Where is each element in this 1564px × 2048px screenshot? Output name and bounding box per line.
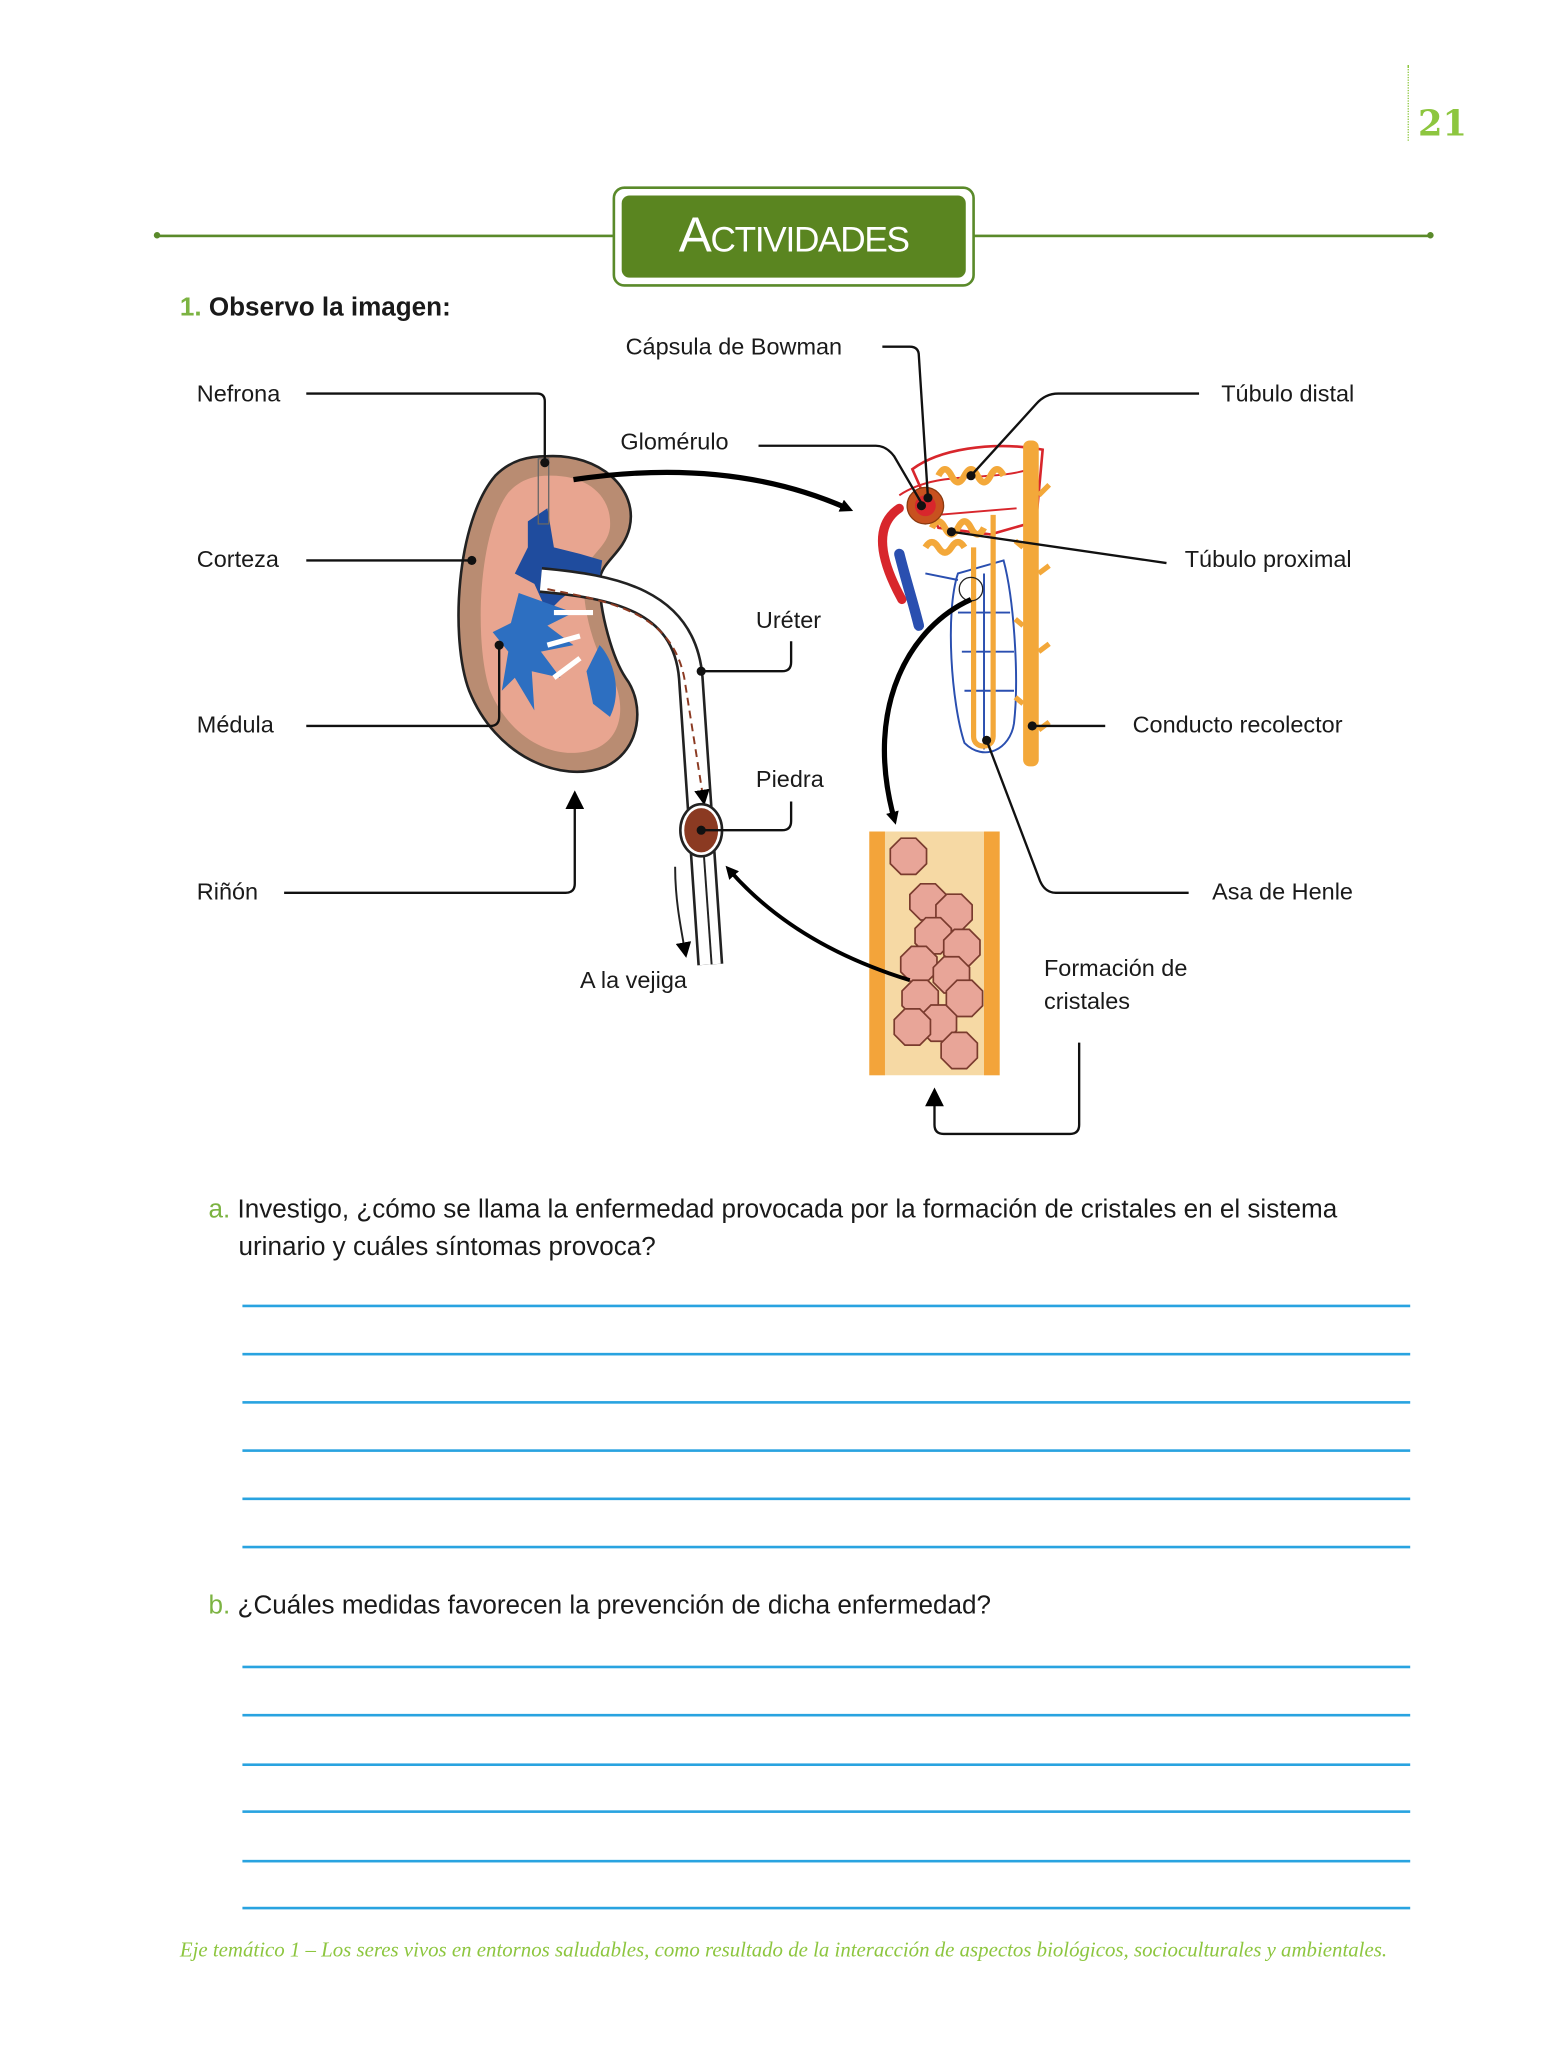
label-tubulo-distal: Túbulo distal (1221, 380, 1355, 407)
question-text: Investigo, ¿cómo se llama la enfermedad provocada por la formación de cristales en el sistema (237, 1195, 1338, 1224)
label-asa-henle: Asa de Henle (1212, 878, 1353, 905)
label-conducto-recolector: Conducto recolector (1132, 711, 1343, 738)
answer-line-b[interactable] (242, 1714, 1410, 1717)
question-text: ¿Cuáles medidas favorecen la prevención de dicha enfermedad? (237, 1591, 992, 1621)
arrow-nephron-to-crystals (884, 600, 971, 819)
label-tubulo-proximal: Túbulo proximal (1184, 546, 1352, 573)
question-a-line2: urinario y cuáles síntomas provoca? (238, 1232, 656, 1262)
label-capsula-bowman: Cápsula de Bowman (625, 333, 843, 360)
label-formacion-cristales-1: Formación de (1043, 955, 1188, 982)
answer-line-a[interactable] (242, 1498, 1410, 1501)
footer-theme: Eje temático 1 – Los seres vivos en entornos saludables, como resultado de la interacción de aspectos biológicos, socioculturales y ambientales. (179, 1939, 1388, 1962)
answer-line-a[interactable] (242, 1546, 1410, 1549)
question-a (209, 1194, 1338, 1225)
crystal (894, 1009, 930, 1045)
label-nefrona: Nefrona (196, 380, 281, 407)
leader-lines (284, 347, 1199, 1134)
answer-line-a[interactable] (242, 1353, 1410, 1356)
crystal (890, 838, 926, 874)
answer-line-a[interactable] (242, 1401, 1410, 1404)
activity-title: Observo la imagen: (208, 293, 451, 322)
answer-line-b[interactable] (242, 1810, 1410, 1813)
label-corteza: Corteza (196, 546, 279, 573)
question-letter: b. (208, 1591, 231, 1621)
page-number: 21 (1418, 104, 1467, 145)
activity-number: 1. (179, 293, 202, 322)
label-piedra: Piedra (755, 766, 824, 793)
answer-line-b[interactable] (242, 1666, 1410, 1669)
answer-line-b[interactable] (242, 1763, 1410, 1766)
answer-line-a[interactable] (242, 1449, 1410, 1452)
label-glomerulo: Glomérulo (620, 428, 729, 455)
label-rinon: Riñón (196, 878, 259, 905)
question-letter: a. (208, 1195, 231, 1224)
answer-line-a[interactable] (242, 1305, 1410, 1308)
answer-line-b[interactable] (242, 1907, 1410, 1910)
label-medula: Médula (196, 711, 274, 738)
crystal-formation-illustration (869, 832, 999, 1076)
label-formacion-cristales-2: cristales (1043, 987, 1131, 1014)
label-a-la-vejiga: A la vejiga (579, 967, 687, 994)
question-b (209, 1590, 991, 1621)
kidney-illustration (459, 456, 638, 772)
answer-line-b[interactable] (242, 1860, 1410, 1863)
section-title: Actividades (622, 195, 966, 277)
crystal (941, 1032, 977, 1068)
label-ureter: Uréter (755, 607, 822, 634)
